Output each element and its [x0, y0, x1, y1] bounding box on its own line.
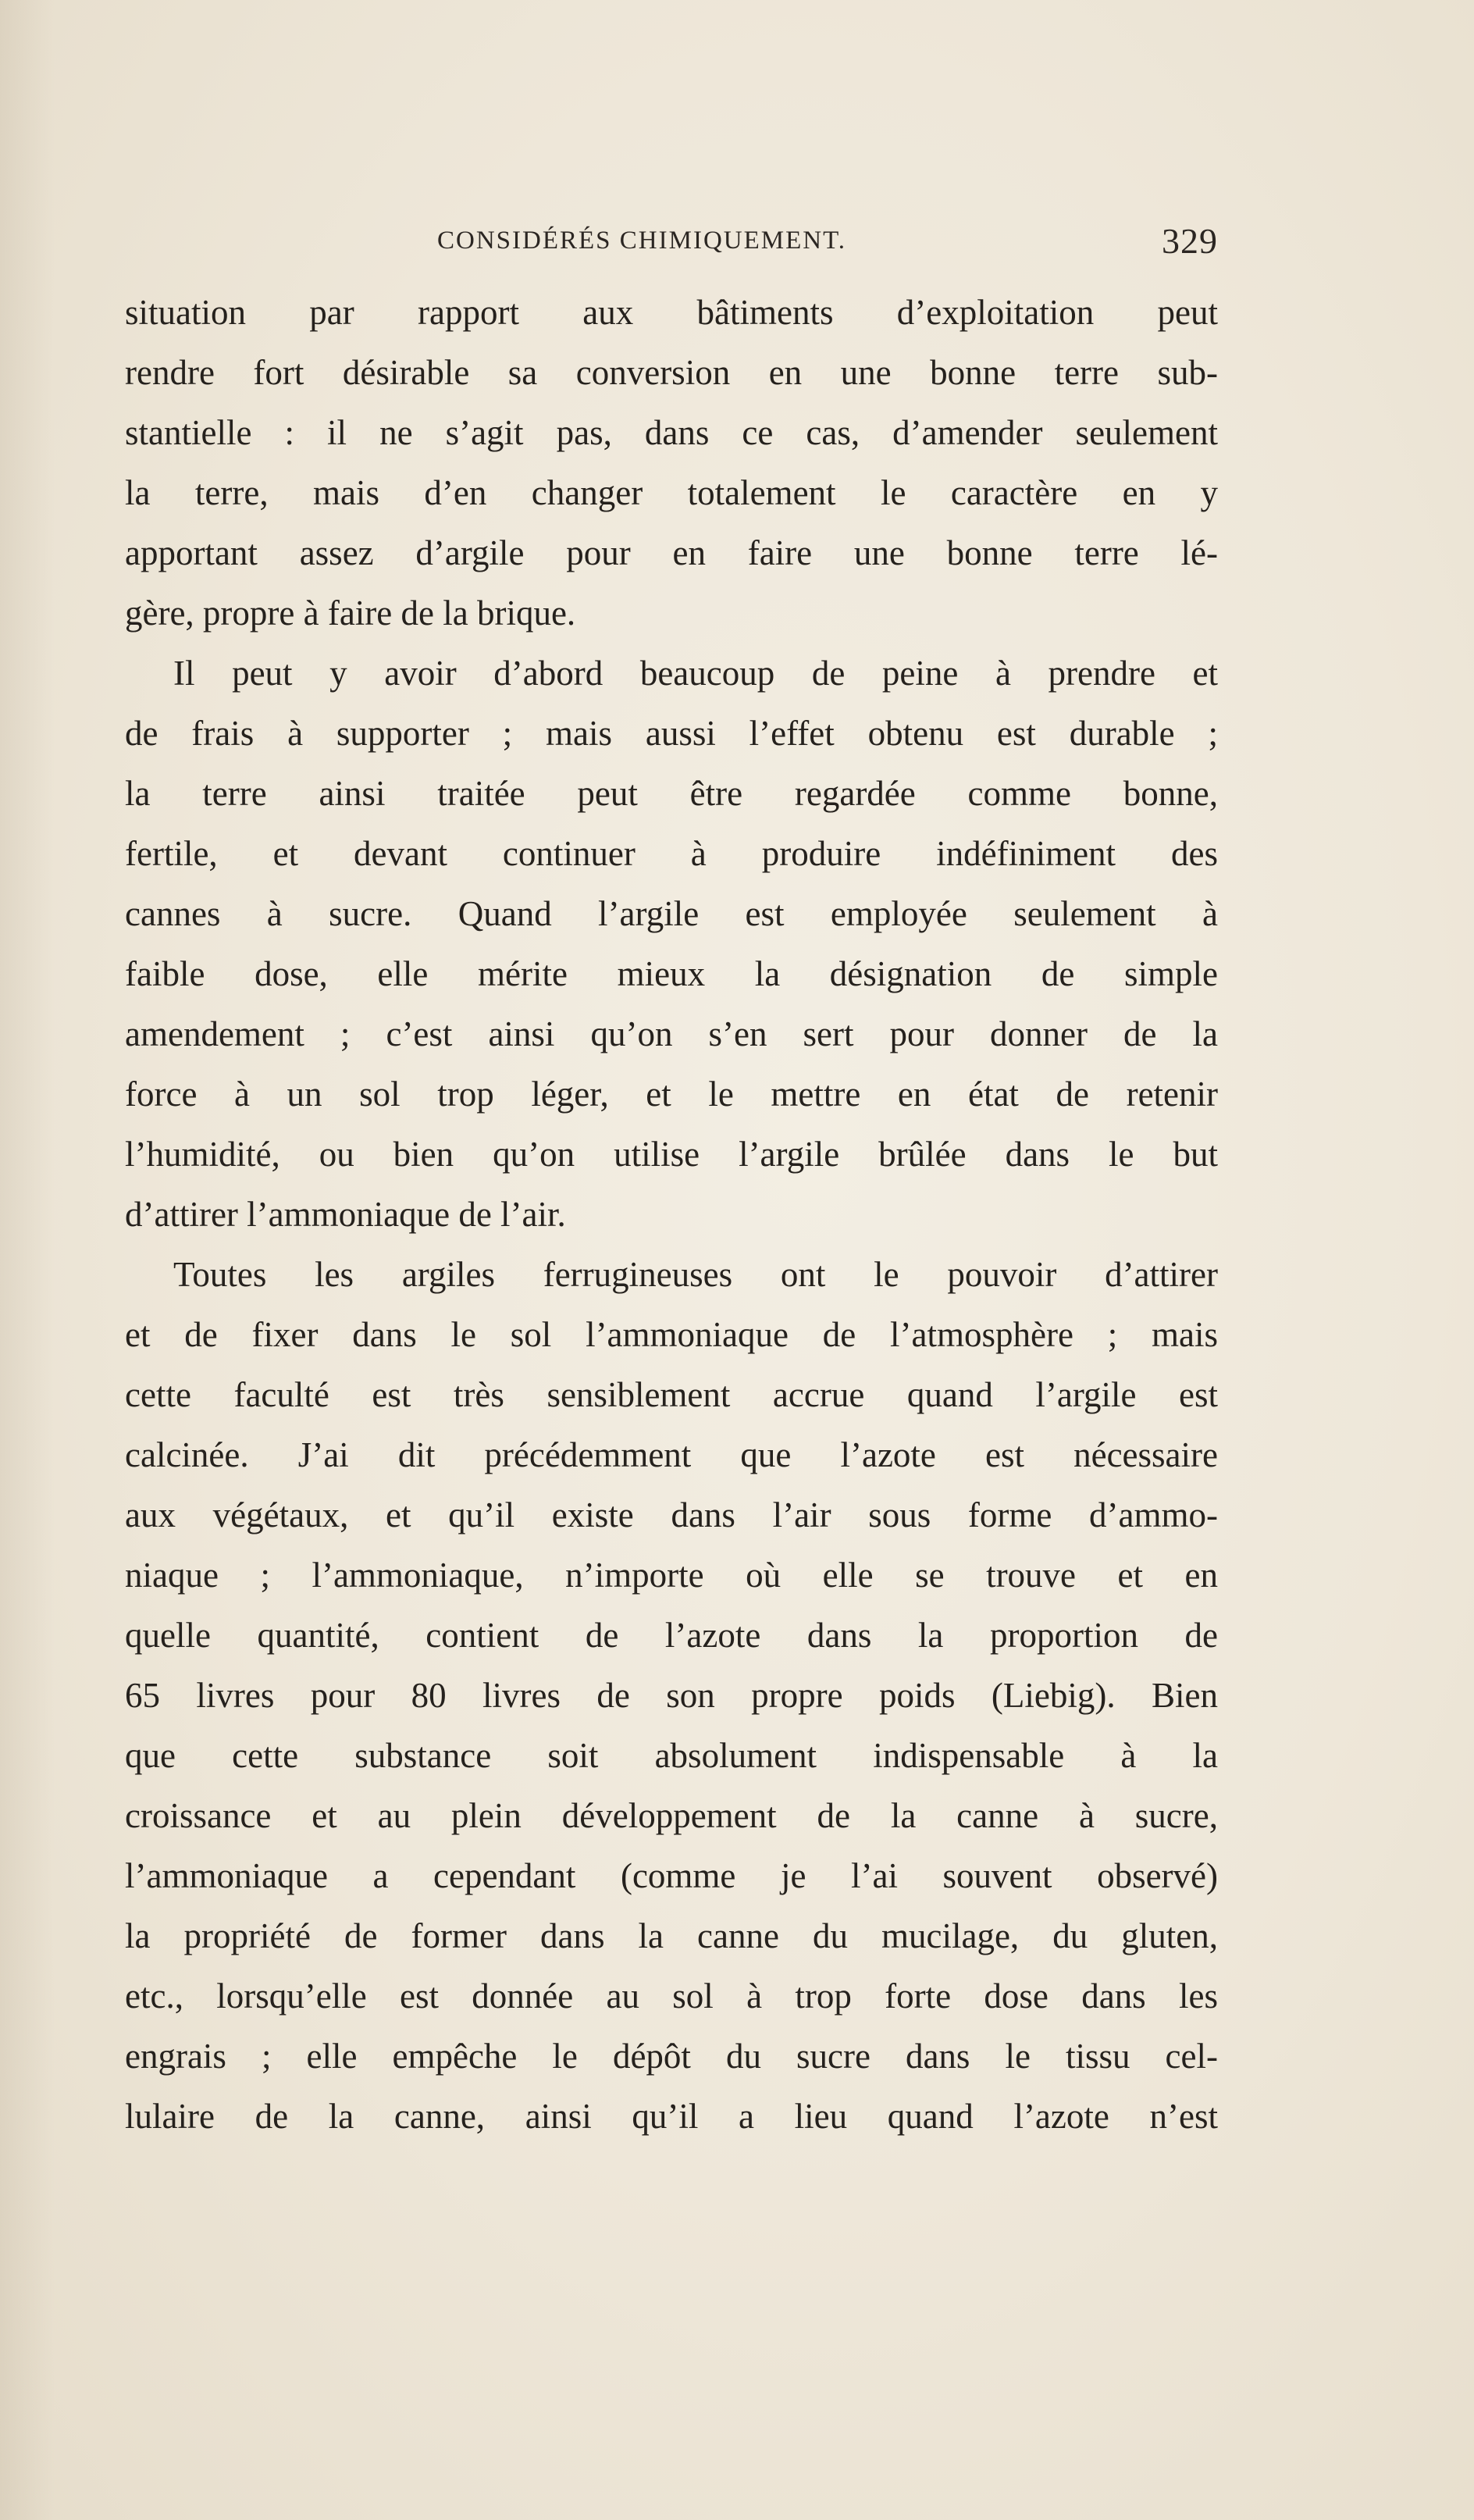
- text-line: etc., lorsqu’elle est donnée au sol à trop forte dose dans les: [125, 1976, 1218, 2016]
- text-line: 65 livres pour 80 livres de son propre poids (Liebig). Bien: [125, 1676, 1218, 1715]
- text-line: de frais à supporter ; mais aussi l’effet obtenu est durable ;: [125, 714, 1218, 753]
- text-line: l’humidité, ou bien qu’on utilise l’argile brûlée dans le but: [125, 1135, 1218, 1174]
- text-line: la terre, mais d’en changer totalement le caractère en y: [125, 473, 1218, 512]
- text-line: et de fixer dans le sol l’ammoniaque de l’atmosphère ; mais: [125, 1315, 1218, 1354]
- text-line: amendement ; c’est ainsi qu’on s’en sert pour donner de la: [125, 1014, 1218, 1053]
- page-number: 329: [1162, 221, 1218, 261]
- text-line: apportant assez d’argile pour en faire une bonne terre lé-: [125, 533, 1218, 572]
- text-line: niaque ; l’ammoniaque, n’importe où elle se trouve et en: [125, 1556, 1218, 1595]
- text-line: l’ammoniaque a cependant (comme je l’ai souvent observé): [125, 1856, 1218, 1895]
- text-line: quelle quantité, contient de l’azote dans la proportion de: [125, 1616, 1218, 1655]
- text-line: gère, propre à faire de la brique.: [125, 593, 576, 633]
- text-line: rendre fort désirable sa conversion en une bonne terre sub-: [125, 353, 1218, 392]
- text-line: engrais ; elle empêche le dépôt du sucre dans le tissu cel-: [125, 2037, 1218, 2076]
- text-line: aux végétaux, et qu’il existe dans l’air sous forme d’ammo-: [125, 1495, 1218, 1534]
- text-line: croissance et au plein développement de la canne à sucre,: [125, 1796, 1218, 1835]
- text-line: la propriété de former dans la canne du mucilage, du gluten,: [125, 1916, 1218, 1955]
- text-line: stantielle : il ne s’agit pas, dans ce cas, d’amender seulement: [125, 413, 1218, 452]
- text-line: cannes à sucre. Quand l’argile est employée seulement à: [125, 894, 1218, 933]
- text-line: situation par rapport aux bâtiments d’exploitation peut: [125, 293, 1218, 332]
- body-text: [125, 283, 1218, 2147]
- text-line: d’attirer l’ammoniaque de l’air.: [125, 1195, 566, 1234]
- text-line: lulaire de la canne, ainsi qu’il a lieu quand l’azote n’est: [125, 2097, 1218, 2136]
- text-line: cette faculté est très sensiblement accrue quand l’argile est: [125, 1375, 1218, 1414]
- text-line: fertile, et devant continuer à produire indéfiniment des: [125, 834, 1218, 873]
- running-title: CONSIDÉRÉS CHIMIQUEMENT.: [437, 226, 847, 255]
- text-line: la terre ainsi traitée peut être regardée comme bonne,: [125, 774, 1218, 813]
- text-line: que cette substance soit absolument indispensable à la: [125, 1736, 1218, 1775]
- binding-shadow: [0, 0, 55, 2520]
- running-head: [129, 220, 1218, 267]
- text-line: Il peut y avoir d’abord beaucoup de peine à prendre et: [173, 654, 1218, 693]
- text-line: force à un sol trop léger, et le mettre en état de retenir: [125, 1075, 1218, 1114]
- text-line: Toutes les argiles ferrugineuses ont le pouvoir d’attirer: [173, 1255, 1218, 1294]
- text-line: calcinée. J’ai dit précédemment que l’azote est nécessaire: [125, 1435, 1218, 1474]
- text-line: faible dose, elle mérite mieux la désignation de simple: [125, 954, 1218, 993]
